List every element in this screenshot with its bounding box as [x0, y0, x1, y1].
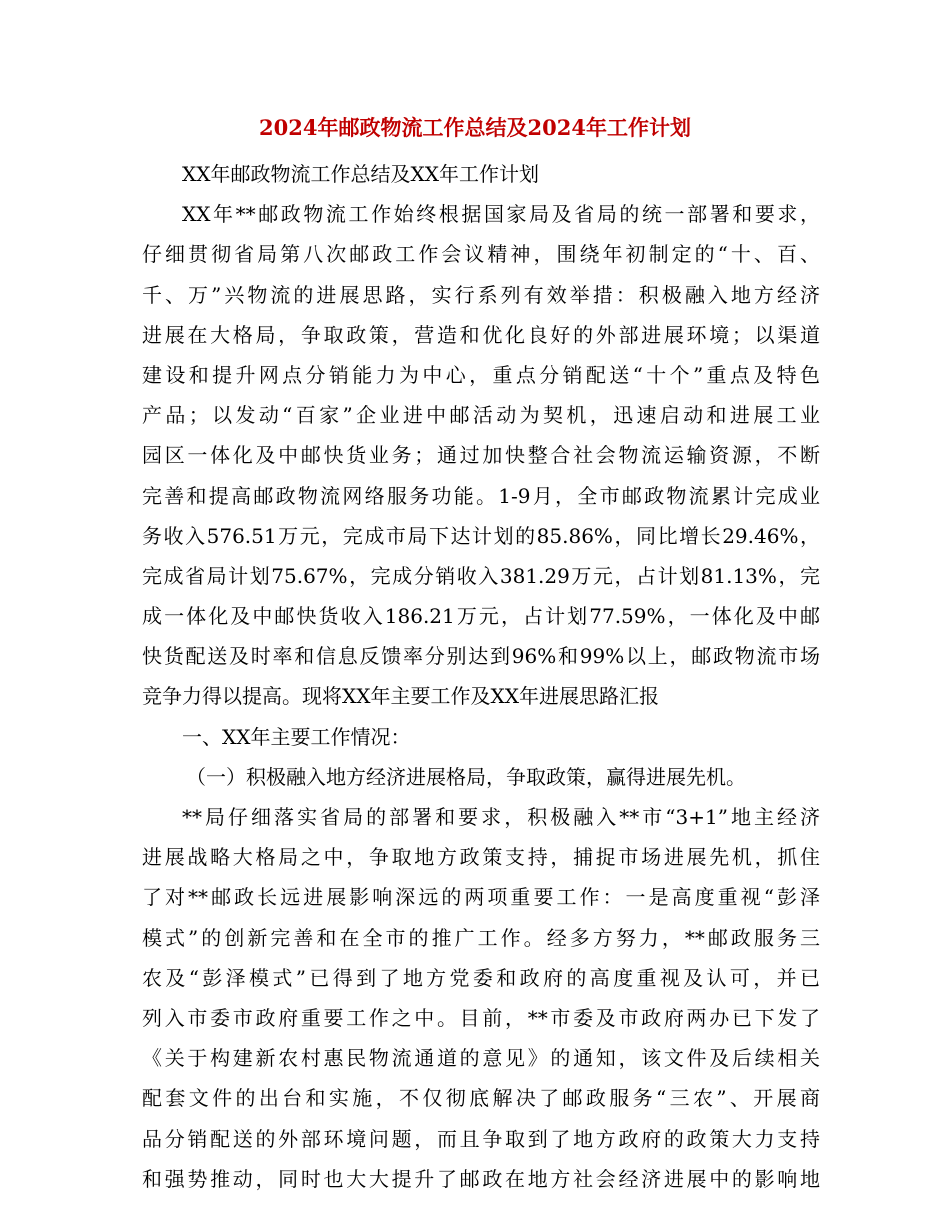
paragraph-line-5: 进展在大格局，争取政策，营造和优化良好的外部进展环境；以渠道: [142, 322, 820, 347]
paragraph-line-2: XX年**邮政物流工作始终根据国家局及省局的统一部署和要求，: [182, 202, 820, 227]
paragraph-line-13: 快货配送及时率和信息反馈率分别达到96%和99%以上，邮政物流市场: [142, 644, 820, 669]
paragraph-line-7: 产品；以发动“百家”企业进中邮活动为契机，迅速启动和进展工业: [142, 403, 820, 428]
paragraph-line-23: 品分销配送的外部环境问题，而且争取到了地方政府的政策大力支持: [142, 1126, 820, 1151]
paragraph-line-20: 列入市委市政府重要工作之中。目前，**市委及市政府两办已下发了: [142, 1005, 820, 1030]
document-body: [142, 154, 820, 1199]
paragraph-line-3: 仔细贯彻省局第八次邮政工作会议精神，围绕年初制定的“十、百、: [142, 242, 820, 267]
paragraph-line-18: 模式”的创新完善和在全市的推广工作。经多方努力，**邮政服务三: [142, 925, 820, 950]
paragraph-line-15: **局仔细落实省局的部署和要求，积极融入**市“3+1”地主经济: [182, 805, 820, 829]
document-title: 2024年邮政物流工作总结及2024年工作计划: [259, 115, 691, 140]
paragraph-line-10: 务收入576.51万元，完成市局下达计划的85.86%，同比增长29.46%，: [142, 523, 820, 548]
paragraph-line-11: 完成省局计划75.67%，完成分销收入381.29万元，占计划81.13%，完: [142, 563, 820, 588]
paragraph-line-1: XX年邮政物流工作总结及XX年工作计划: [182, 162, 539, 186]
paragraph-line-8: 园区一体化及中邮快货业务；通过加快整合社会物流运输资源，不断: [142, 443, 820, 468]
paragraph-line-22: 配套文件的出台和实施，不仅彻底解决了邮政服务“三农”、开展商: [142, 1086, 820, 1111]
section-heading-1: 一、XX年主要工作情况：: [182, 724, 411, 749]
paragraph-line-19: 农及“彭泽模式”已得到了地方党委和政府的高度重视及认可，并已: [142, 965, 820, 990]
paragraph-line-24: 和强势推动，同时也大大提升了邮政在地方社会经济进展中的影响地: [142, 1166, 820, 1191]
paragraph-line-17: 了对**邮政长远进展影响深远的两项重要工作：一是高度重视“彭泽: [142, 885, 820, 910]
paragraph-line-21: 《关于构建新农村惠民物流通道的意见》的通知，该文件及后续相关: [142, 1046, 820, 1071]
paragraph-line-14: 竞争力得以提高。现将XX年主要工作及XX年进展思路汇报: [142, 684, 659, 709]
paragraph-line-6: 建设和提升网点分销能力为中心，重点分销配送“十个”重点及特色: [142, 362, 820, 387]
paragraph-line-16: 进展战略大格局之中，争取地方政策支持，捕捉市场进展先机，抓住: [142, 845, 820, 870]
paragraph-line-4: 千、万”兴物流的进展思路，实行系列有效举措：积极融入地方经济: [142, 282, 820, 307]
paragraph-line-12: 成一体化及中邮快货收入186.21万元，占计划77.59%，一体化及中邮: [142, 604, 820, 629]
subsection-heading-1: （一）积极融入地方经济进展格局，争取政策，赢得进展先机。: [186, 764, 746, 789]
paragraph-line-9: 完善和提高邮政物流网络服务功能。1-9月，全市邮政物流累计完成业: [142, 483, 820, 508]
